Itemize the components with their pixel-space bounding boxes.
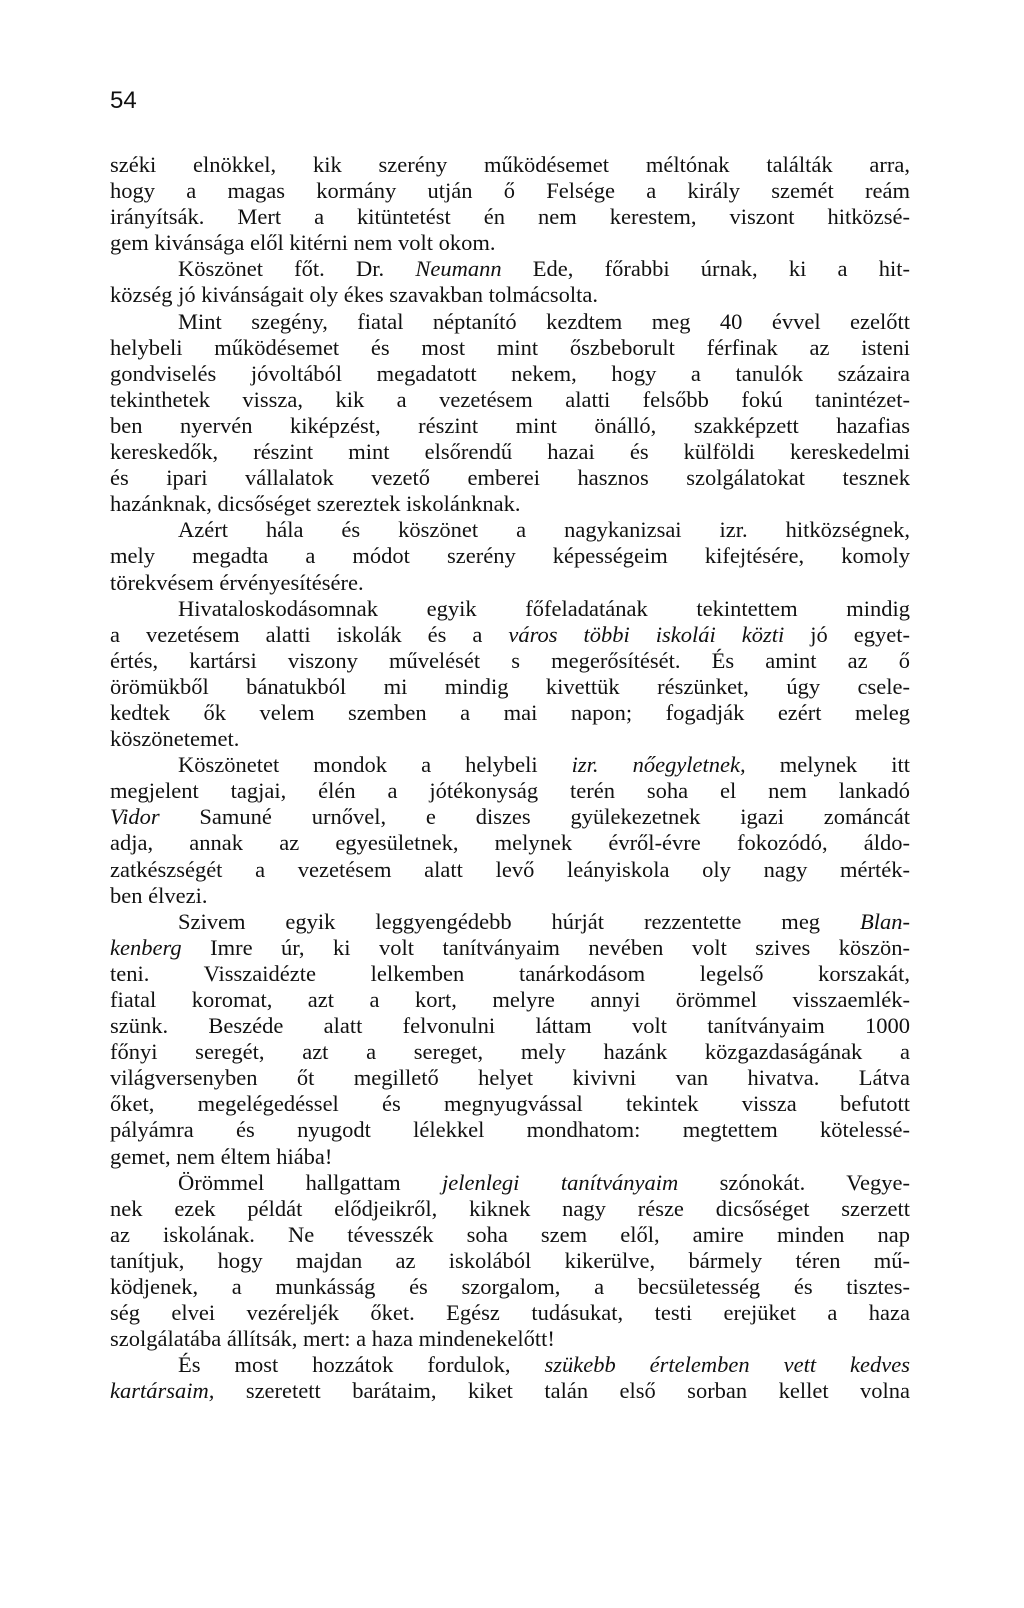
text-line [110, 204, 910, 230]
text-segment: melynek itt [745, 752, 910, 778]
text-line [110, 1248, 910, 1274]
text-segment: főnyi seregét, azt a sereget, mely hazánk közgazdaságának a [110, 1039, 910, 1065]
text-line [110, 309, 910, 335]
text-line [110, 517, 910, 543]
text-segment: megjelent tagjai, élén a jótékonyság terén soha el nem lankadó [110, 778, 910, 804]
text-line [110, 804, 910, 830]
text-segment: köszönetemet. [110, 726, 240, 752]
text-segment: szünk. Beszéde alatt felvonulni láttam volt tanítványaim 1000 [110, 1013, 910, 1039]
text-segment: Szivem egyik leggyengédebb húrját rezzentette meg [178, 908, 860, 934]
text-segment: szeretett barátaim, kiket talán első sorban kellet volna [214, 1378, 910, 1404]
text-line [110, 387, 910, 413]
text-line [110, 1196, 910, 1222]
text-line [110, 491, 910, 517]
text-segment: Mint szegény, fiatal néptanító kezdtem meg 40 évvel ezelőtt [178, 308, 910, 334]
text-segment: tekinthetek vissza, kik a vezetésem alatti felsőbb fokú tanintézet- [110, 386, 910, 412]
text-line [110, 1326, 910, 1352]
text-line [110, 935, 910, 961]
text-segment: irányítsák. Mert a kitüntetést én nem kerestem, viszont hitközsé- [110, 204, 910, 230]
text-line [110, 1091, 910, 1117]
text-line [110, 674, 910, 700]
text-segment: És most hozzátok fordulok, [178, 1352, 545, 1378]
text-segment: ben nyervén kiképzést, részint mint önálló, szakképzett hazafias [110, 412, 910, 438]
italic-text: jelenlegi tanítványaim [441, 1169, 679, 1195]
text-segment: gemet, nem éltem hiába! [110, 1143, 333, 1169]
text-line [110, 1039, 910, 1065]
text-segment: teni. Visszaidézte lelkemben tanárkodásom legelső korszakát, [110, 960, 910, 986]
text-segment: pályámra és nyugodt lélekkel mondhatom: megtettem kötelessé- [110, 1117, 910, 1143]
text-line [110, 961, 910, 987]
text-segment: őket, megelégedéssel és megnyugvással tekintek vissza befutott [110, 1091, 910, 1117]
text-segment: adja, annak az egyesületnek, melynek évről-évre fokozódó, áldo- [110, 830, 910, 856]
text-line [110, 1274, 910, 1300]
text-line [110, 883, 910, 909]
italic-text: izr. nőegyletnek, [571, 752, 746, 778]
text-line [110, 1300, 910, 1326]
text-segment: gem kivánsága elől kitérni nem volt okom. [110, 230, 496, 256]
text-line [110, 596, 910, 622]
italic-text: kartársaim, [110, 1378, 215, 1404]
text-line [110, 1222, 910, 1248]
text-line [110, 178, 910, 204]
text-line [110, 1352, 910, 1378]
text-segment: Imre úr, ki volt tanítványaim nevében volt szives köszön- [181, 934, 910, 960]
text-segment: nek ezek példát elődjeikről, kiknek nagy része dicsőséget szerzett [110, 1195, 910, 1221]
italic-text: Vidor [110, 804, 160, 830]
text-segment: Köszönetet mondok a helybeli [178, 752, 572, 778]
text-segment: és ipari vállalatok vezető emberei hasznos szolgálatokat tesznek [110, 465, 910, 491]
text-line [110, 1013, 910, 1039]
text-segment: a vezetésem alatti iskolák és a [110, 621, 509, 647]
text-segment: mely megadta a módot szerény képességeim kifejtésére, komoly [110, 543, 910, 569]
text-line [110, 230, 910, 256]
text-segment: törekvésem érvényesítésére. [110, 569, 364, 595]
italic-text: Neumann [415, 256, 502, 282]
text-segment: az iskolának. Ne tévesszék soha szem elől, amire minden nap [110, 1221, 910, 1247]
text-line [110, 282, 910, 308]
text-segment: örömükből bánatukból mi mindig kivettük részünket, úgy csele- [110, 673, 910, 699]
text-line [110, 543, 910, 569]
text-line [110, 857, 910, 883]
text-segment: Azért hála és köszönet a nagykanizsai izr. hitközségnek, [178, 517, 910, 543]
text-line [110, 1170, 910, 1196]
text-line [110, 778, 910, 804]
text-segment: község jó kivánságait oly ékes szavakban tolmácsolta. [110, 282, 598, 308]
text-segment: ködjenek, a munkásság és szorgalom, a becsületesség és tisztes- [110, 1274, 910, 1300]
text-line [110, 335, 910, 361]
italic-text: szükebb értelemben vett kedves [544, 1352, 910, 1378]
text-line [110, 909, 910, 935]
text-segment: kereskedők, részint mint elsőrendű hazai és külföldi kereskedelmi [110, 439, 910, 465]
text-line [110, 622, 910, 648]
text-line [110, 1065, 910, 1091]
text-segment: zatkészségét a vezetésem alatt levő leányiskola oly nagy mérték- [110, 856, 910, 882]
text-segment: jó egyet- [784, 621, 910, 647]
text-segment: fiatal koromat, azt a kort, melyre annyi örömmel visszaemlék- [110, 987, 910, 1012]
text-line [110, 570, 910, 596]
text-segment: Örömmel hallgattam [178, 1169, 442, 1195]
italic-text: kenberg [110, 934, 182, 960]
text-segment: Samuné urnővel, e diszes gyülekezetnek igazi zománcát [159, 804, 910, 830]
page-number: 54 [110, 87, 137, 114]
text-segment: világversenyben őt megillető helyet kivivni van hivatva. Látva [110, 1065, 910, 1091]
text-segment: hogy a magas kormány utján ő Felsége a király szemét reám [110, 178, 910, 204]
text-segment: ség elvei vezéreljék őket. Egész tudásukat, testi erejüket a haza [110, 1300, 910, 1326]
text-segment: Ede, főrabbi úrnak, ki a hit- [501, 256, 910, 282]
text-line [110, 752, 910, 778]
text-line [110, 987, 910, 1013]
text-segment: hazánknak, dicsőséget szereztek iskolánknak. [110, 491, 521, 517]
text-segment: Köszönet főt. Dr. [178, 256, 416, 282]
text-segment: szolgálatába állítsák, mert: a haza mindenekelőtt! [110, 1326, 555, 1352]
text-segment: ben élvezi. [110, 882, 208, 908]
text-segment: Hivataloskodásomnak egyik főfeladatának tekintettem mindig [178, 595, 910, 621]
text-line [110, 726, 910, 752]
text-line [110, 256, 910, 282]
italic-text: Blan- [860, 908, 910, 934]
text-line [110, 830, 910, 856]
text-line [110, 1144, 910, 1170]
text-line [110, 439, 910, 465]
text-line [110, 1117, 910, 1143]
text-segment: gondviselés jóvoltából megadatott nekem, hogy a tanulók százaira [110, 360, 910, 386]
text-line [110, 361, 910, 387]
body-text [110, 152, 910, 1405]
text-segment: helybeli működésemet és most mint őszbeborult férfinak az isteni [110, 334, 910, 360]
text-segment: kedtek ők velem szemben a mai napon; fogadják ezért meleg [110, 699, 910, 725]
text-segment: szónokát. Vegye- [678, 1169, 910, 1195]
text-line [110, 700, 910, 726]
text-segment: tanítjuk, hogy majdan az iskolából kikerülve, bármely téren mű- [110, 1247, 910, 1273]
text-segment: értés, kartársi viszony művelését s megerősítését. És amint az ő [110, 647, 910, 673]
text-line [110, 648, 910, 674]
text-line [110, 1378, 910, 1404]
text-line [110, 413, 910, 439]
text-line [110, 152, 910, 178]
italic-text: város többi iskolái közti [508, 621, 785, 647]
text-segment: széki elnökkel, kik szerény működésemet méltónak találták arra, [110, 152, 910, 177]
text-line [110, 465, 910, 491]
